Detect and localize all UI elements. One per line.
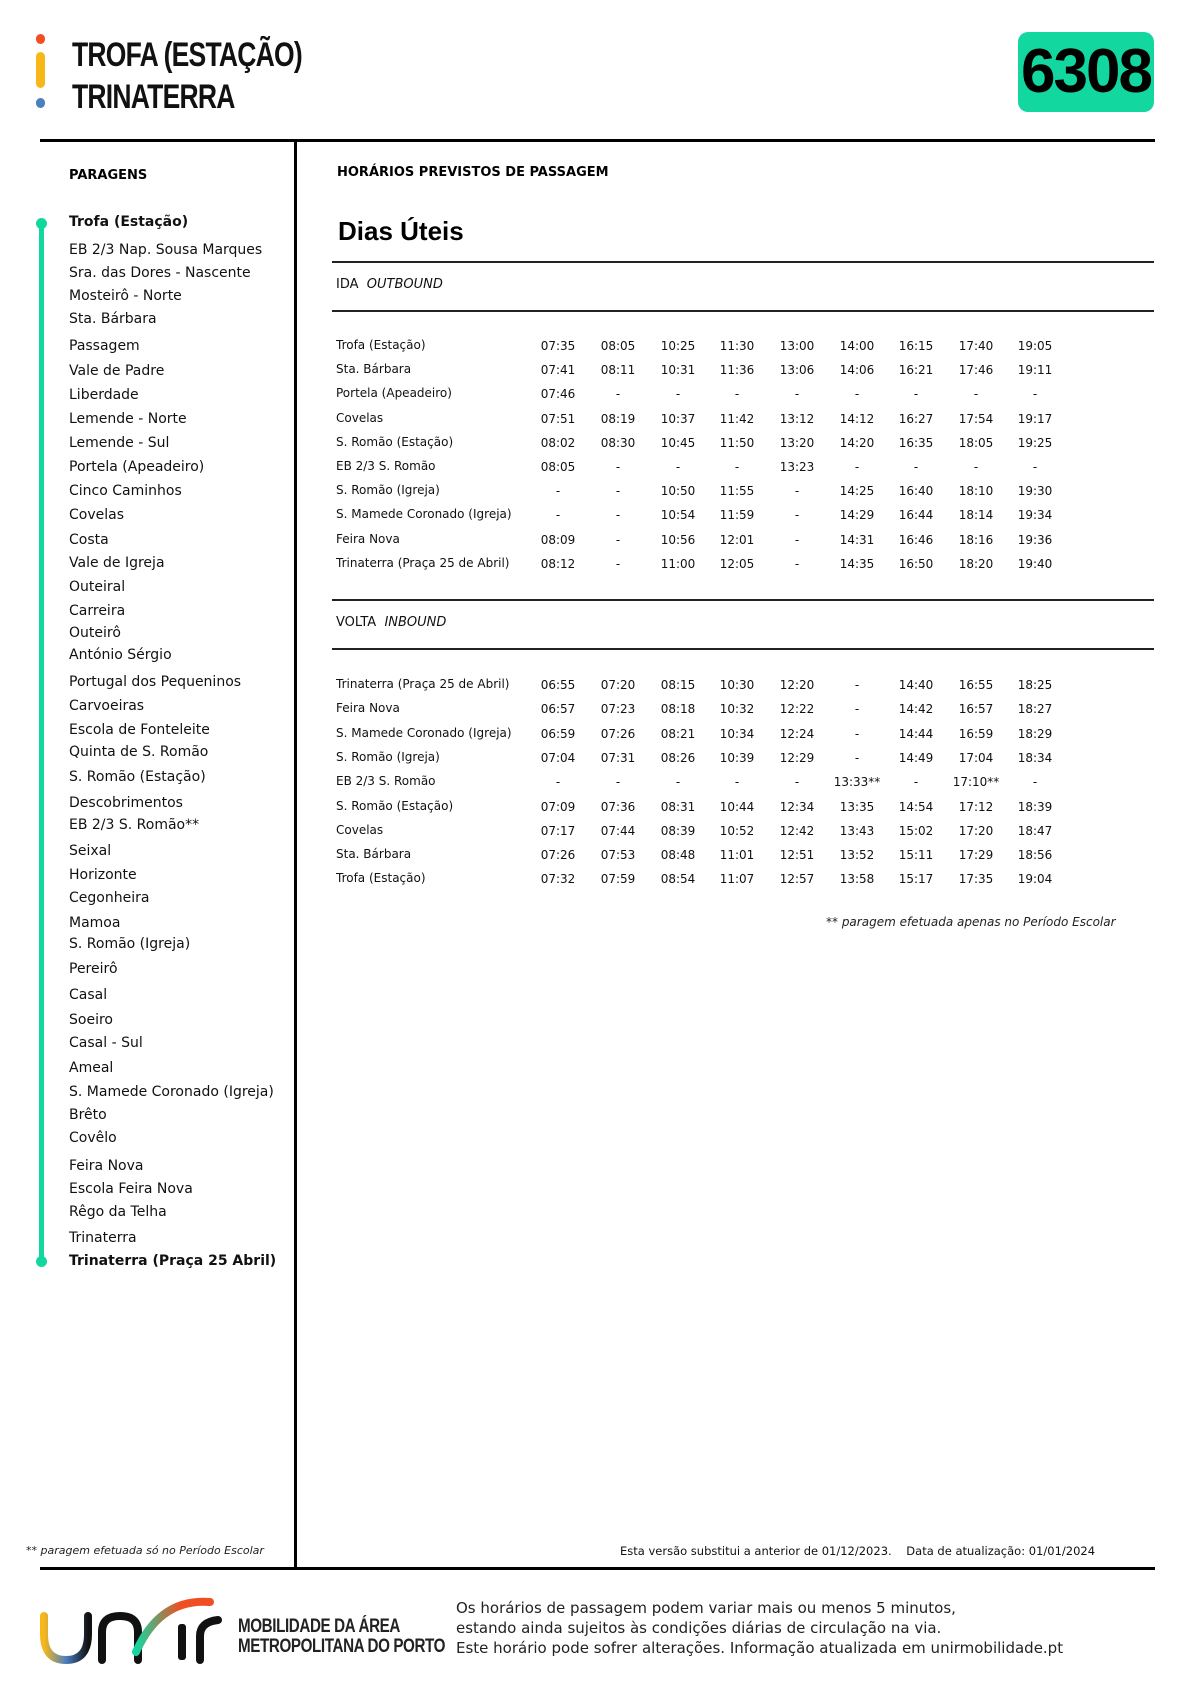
time-cell: 08:02 — [540, 435, 576, 450]
time-cell: 12:20 — [779, 678, 815, 692]
time-cell: 11:36 — [719, 363, 755, 378]
row-stop-name: Portela (Apeadeiro) — [336, 386, 452, 401]
row-stop-name: Trofa (Estação) — [336, 338, 426, 352]
row-stop-name: Trofa (Estação) — [336, 871, 426, 886]
day-type-title: Dias Úteis — [338, 216, 464, 246]
stop-item: Casal — [69, 987, 108, 1003]
stops-heading: PARAGENS — [69, 168, 148, 183]
header-divider — [40, 139, 1155, 142]
time-cell: 13:35 — [839, 799, 875, 814]
route-line — [39, 222, 44, 1262]
row-stop-name: Feira Nova — [336, 531, 400, 546]
route-title — [72, 34, 302, 118]
route-number-badge: 6308 — [1018, 32, 1154, 112]
stop-item: Brêto — [69, 1107, 107, 1123]
time-cell: 14:00 — [839, 339, 875, 353]
red-dot-icon — [36, 34, 45, 44]
time-cell: 14:25 — [839, 484, 875, 499]
time-cell: 17:46 — [958, 363, 994, 378]
time-cell: 18:34 — [1017, 750, 1053, 765]
row-stop-name: EB 2/3 S. Romão — [336, 774, 436, 789]
stop-item: Carvoeiras — [69, 698, 145, 714]
time-cell: 07:26 — [600, 726, 636, 741]
table-row — [336, 481, 1156, 501]
row-stop-name: Covelas — [336, 410, 384, 425]
time-cell: 10:39 — [719, 750, 755, 765]
brand-dots-icon — [36, 34, 46, 110]
time-cell: 10:34 — [719, 726, 755, 741]
time-cell: 18:39 — [1017, 799, 1053, 814]
stop-item: S. Romão (Igreja) — [69, 936, 191, 952]
time-cell: 06:57 — [540, 702, 576, 717]
time-cell: - — [973, 387, 979, 402]
footer-divider — [40, 1567, 1155, 1570]
time-cell: 11:00 — [660, 556, 696, 571]
time-cell: 19:05 — [1017, 339, 1053, 353]
stop-item: Outeiral — [69, 579, 126, 595]
divider — [332, 261, 1154, 263]
time-cell: 14:12 — [839, 411, 875, 426]
stop-item: Soeiro — [69, 1012, 113, 1028]
time-cell: 19:17 — [1017, 411, 1053, 426]
footer-disclaimer — [456, 1598, 1063, 1658]
yellow-bar-icon — [36, 52, 45, 88]
time-cell: 08:05 — [600, 339, 636, 353]
time-cell: 16:21 — [898, 363, 934, 378]
stop-item: Escola Feira Nova — [69, 1181, 193, 1197]
time-cell: 16:27 — [898, 411, 934, 426]
table-row — [336, 530, 1156, 550]
stop-item: Covelas — [69, 507, 125, 523]
row-stop-name: S. Romão (Estação) — [336, 798, 454, 813]
time-cell: 12:51 — [779, 848, 815, 863]
time-cell: 13:43 — [839, 823, 875, 838]
time-cell: 13:52 — [839, 848, 875, 863]
time-cell: 07:41 — [540, 363, 576, 378]
time-cell: - — [1032, 460, 1038, 474]
time-cell: 08:09 — [540, 532, 576, 547]
time-cell: 13:00 — [779, 339, 815, 353]
time-cell: 11:07 — [719, 872, 755, 887]
disclaimer-line-1: Os horários de passagem podem variar mais ou menos 5 minutos, — [456, 1599, 956, 1617]
table-row — [336, 699, 1156, 719]
time-cell: 07:17 — [540, 823, 576, 838]
time-cell: 11:42 — [719, 411, 755, 426]
brand-line-2: METROPOLITANA DO PORTO — [238, 1636, 446, 1657]
row-stop-name: S. Romão (Igreja) — [336, 483, 440, 498]
time-cell: 08:21 — [660, 726, 696, 741]
time-cell: 10:31 — [660, 363, 696, 378]
time-cell: 08:26 — [660, 750, 696, 765]
stop-item: Cinco Caminhos — [69, 483, 182, 499]
time-cell: 16:59 — [958, 726, 994, 741]
stop-item: Horizonte — [69, 867, 137, 883]
time-cell: 10:56 — [660, 532, 696, 547]
stop-item: Sta. Bárbara — [69, 311, 157, 327]
time-cell: - — [913, 775, 919, 790]
row-stop-name: Sta. Bárbara — [336, 362, 412, 377]
table-row — [336, 821, 1156, 841]
table-row — [336, 384, 1156, 404]
row-stop-name: S. Mamede Coronado (Igreja) — [336, 725, 512, 740]
route-end-icon — [36, 1256, 47, 1267]
time-cell: 12:42 — [779, 823, 815, 838]
time-cell: - — [734, 387, 740, 402]
time-cell: 12:01 — [719, 532, 755, 547]
time-cell: 07:36 — [600, 799, 636, 814]
time-cell: 19:11 — [1017, 363, 1053, 378]
stop-item: Mamoa — [69, 915, 121, 931]
time-cell: 17:35 — [958, 872, 994, 887]
time-cell: 11:55 — [719, 484, 755, 499]
inbound-label — [336, 615, 446, 630]
stop-item: Portela (Apeadeiro) — [69, 459, 205, 475]
time-cell: 07:20 — [600, 678, 636, 692]
time-cell: 16:46 — [898, 532, 934, 547]
time-cell: 07:04 — [540, 750, 576, 765]
time-cell: 08:05 — [540, 460, 576, 474]
time-cell: 06:59 — [540, 726, 576, 741]
time-cell: 18:56 — [1017, 848, 1053, 863]
time-cell: 18:10 — [958, 484, 994, 499]
time-cell: - — [794, 556, 800, 571]
time-cell: 18:29 — [1017, 726, 1053, 741]
time-cell: 18:47 — [1017, 823, 1053, 838]
time-cell: 18:14 — [958, 508, 994, 523]
time-cell: 12:57 — [779, 872, 815, 887]
time-cell: 16:57 — [958, 702, 994, 717]
stop-item: Ameal — [69, 1060, 114, 1076]
time-cell: 12:34 — [779, 799, 815, 814]
time-cell: - — [794, 484, 800, 499]
time-cell: 12:29 — [779, 750, 815, 765]
stop-item: EB 2/3 S. Romão** — [69, 817, 200, 833]
time-cell: 07:31 — [600, 750, 636, 765]
blue-dot-icon — [36, 98, 45, 108]
row-stop-name: Covelas — [336, 822, 384, 837]
time-cell: 15:11 — [898, 848, 934, 863]
time-cell: 08:19 — [600, 411, 636, 426]
time-cell: - — [734, 775, 740, 790]
time-cell: 15:02 — [898, 823, 934, 838]
time-cell: - — [1032, 775, 1038, 790]
schedule-footnote: ** paragem efetuada apenas no Período Escolar — [826, 915, 1116, 929]
time-cell: 15:17 — [898, 872, 934, 887]
time-cell: 08:39 — [660, 823, 696, 838]
time-cell: 19:25 — [1017, 435, 1053, 450]
time-cell: 14:20 — [839, 435, 875, 450]
table-row — [336, 457, 1156, 477]
time-cell: 19:36 — [1017, 532, 1053, 547]
time-cell: - — [854, 460, 860, 474]
time-cell: - — [794, 775, 800, 790]
stop-item: Mosteirô - Norte — [69, 288, 182, 304]
time-cell: 14:29 — [839, 508, 875, 523]
stop-item: Vale de Igreja — [69, 555, 165, 571]
divider — [332, 310, 1154, 312]
route-destination: TRINATERRA — [72, 78, 235, 116]
time-cell: 16:40 — [898, 484, 934, 499]
time-cell: 08:12 — [540, 556, 576, 571]
stop-item: Trofa (Estação) — [69, 214, 189, 230]
stop-item: Cegonheira — [69, 890, 150, 906]
time-cell: - — [615, 508, 621, 523]
time-cell: 14:06 — [839, 363, 875, 378]
stop-item: Trinaterra (Praça 25 Abril) — [69, 1253, 277, 1269]
time-cell: - — [555, 508, 561, 523]
time-cell: - — [854, 702, 860, 717]
stop-item: Escola de Fonteleite — [69, 722, 210, 738]
time-cell: 08:11 — [600, 363, 636, 378]
time-cell: 18:20 — [958, 556, 994, 571]
time-cell: - — [794, 532, 800, 547]
stop-item: Casal - Sul — [69, 1035, 143, 1051]
time-cell: 14:31 — [839, 532, 875, 547]
time-cell: 12:22 — [779, 702, 815, 717]
time-cell: - — [615, 775, 621, 790]
time-cell: 10:52 — [719, 823, 755, 838]
route-start-icon — [36, 218, 47, 229]
route-origin: TROFA (ESTAÇÃO) — [72, 36, 302, 74]
stop-item: Quinta de S. Romão — [69, 744, 209, 760]
time-cell: - — [734, 460, 740, 474]
stop-item: S. Mamede Coronado (Igreja) — [69, 1084, 274, 1100]
time-cell: 07:23 — [600, 702, 636, 717]
time-cell: 17:40 — [958, 339, 994, 353]
column-divider — [294, 140, 297, 1568]
update-date: Data de atualização: 01/01/2024 — [906, 1544, 1096, 1558]
time-cell: 16:55 — [958, 678, 994, 692]
time-cell: 12:24 — [779, 726, 815, 741]
time-cell: - — [675, 775, 681, 790]
disclaimer-line-3: Este horário pode sofrer alterações. Informação atualizada em unirmobilidade.pt — [456, 1639, 1064, 1657]
stop-item: Costa — [69, 532, 109, 548]
time-cell: 11:01 — [719, 848, 755, 863]
table-row — [336, 554, 1156, 574]
time-cell: 13:12 — [779, 411, 815, 426]
stop-item: Feira Nova — [69, 1158, 144, 1174]
time-cell: - — [555, 775, 561, 790]
inbound-label-pt: VOLTA — [336, 615, 377, 630]
table-row — [336, 409, 1156, 429]
time-cell: 07:51 — [540, 411, 576, 426]
row-stop-name: Trinaterra (Praça 25 de Abril) — [336, 555, 510, 570]
stop-item: Rêgo da Telha — [69, 1204, 167, 1220]
time-cell: - — [615, 387, 621, 402]
time-cell: 07:26 — [540, 848, 576, 863]
time-cell: 08:48 — [660, 848, 696, 863]
table-row — [336, 336, 1156, 356]
stop-item: EB 2/3 Nap. Sousa Marques — [69, 242, 263, 258]
stop-item: Pereirô — [69, 961, 118, 977]
time-cell: 07:32 — [540, 872, 576, 887]
time-cell: 11:59 — [719, 508, 755, 523]
time-cell: - — [854, 387, 860, 402]
schedule-heading: HORÁRIOS PREVISTOS DE PASSAGEM — [337, 165, 609, 180]
version-note — [620, 1544, 1095, 1558]
stop-item: Carreira — [69, 603, 126, 619]
inbound-label-en: INBOUND — [384, 615, 447, 630]
stop-item: Sra. das Dores - Nascente — [69, 265, 251, 281]
row-stop-name: Trinaterra (Praça 25 de Abril) — [336, 677, 510, 691]
outbound-label-pt: IDA — [336, 277, 359, 292]
time-cell: 19:34 — [1017, 508, 1053, 523]
row-stop-name: S. Romão (Igreja) — [336, 749, 440, 764]
time-cell: 07:59 — [600, 872, 636, 887]
time-cell: 18:27 — [1017, 702, 1053, 717]
stop-item: Outeirô — [69, 625, 121, 641]
time-cell: 10:50 — [660, 484, 696, 499]
time-cell: 17:12 — [958, 799, 994, 814]
outbound-label — [336, 277, 443, 292]
time-cell: - — [1032, 387, 1038, 402]
time-cell: - — [854, 750, 860, 765]
table-row — [336, 505, 1156, 525]
time-cell: 13:23 — [779, 460, 815, 474]
time-cell: 06:55 — [540, 678, 576, 692]
version-replaces: Esta versão substitui a anterior de 01/12/2023. — [620, 1544, 892, 1558]
time-cell: 07:44 — [600, 823, 636, 838]
time-cell: 10:54 — [660, 508, 696, 523]
time-cell: 16:44 — [898, 508, 934, 523]
time-cell: 08:15 — [660, 678, 696, 692]
time-cell: 10:30 — [719, 678, 755, 692]
table-row — [336, 724, 1156, 744]
time-cell: 17:20 — [958, 823, 994, 838]
time-cell: 13:06 — [779, 363, 815, 378]
time-cell: 07:35 — [540, 339, 576, 353]
stop-item: Descobrimentos — [69, 795, 183, 811]
row-stop-name: S. Mamede Coronado (Igreja) — [336, 507, 512, 522]
stop-item: Vale de Padre — [69, 363, 165, 379]
time-cell: 17:29 — [958, 848, 994, 863]
outbound-label-en: OUTBOUND — [366, 277, 443, 292]
time-cell: 11:50 — [719, 435, 755, 450]
row-stop-name: EB 2/3 S. Romão — [336, 459, 436, 473]
table-row — [336, 869, 1156, 889]
time-cell: 19:04 — [1017, 872, 1053, 887]
time-cell: 10:32 — [719, 702, 755, 717]
stop-item: Portugal dos Pequeninos — [69, 674, 242, 690]
time-cell: - — [675, 387, 681, 402]
table-row — [336, 433, 1156, 453]
stop-item: Covêlo — [69, 1130, 117, 1146]
time-cell: 14:42 — [898, 702, 934, 717]
stop-item: Lemende - Norte — [69, 411, 187, 427]
table-row — [336, 772, 1156, 792]
time-cell: 19:40 — [1017, 556, 1053, 571]
time-cell: 16:50 — [898, 556, 934, 571]
row-stop-name: S. Romão (Estação) — [336, 434, 454, 449]
footer-brand — [238, 1617, 445, 1657]
time-cell: - — [913, 387, 919, 402]
row-stop-name: Sta. Bárbara — [336, 847, 412, 862]
time-cell: 07:53 — [600, 848, 636, 863]
table-row — [336, 360, 1156, 380]
time-cell: 07:46 — [540, 387, 576, 402]
time-cell: 17:54 — [958, 411, 994, 426]
time-cell: 08:18 — [660, 702, 696, 717]
stop-item: S. Romão (Estação) — [69, 769, 206, 785]
disclaimer-line-2: estando ainda sujeitos às condições diárias de circulação na via. — [456, 1619, 942, 1637]
table-row — [336, 675, 1156, 695]
time-cell: 13:20 — [779, 435, 815, 450]
time-cell: 11:30 — [719, 339, 755, 353]
time-cell: 14:49 — [898, 750, 934, 765]
stops-footnote: ** paragem efetuada só no Período Escolar — [26, 1544, 264, 1557]
time-cell: 16:15 — [898, 339, 934, 353]
time-cell: - — [913, 460, 919, 474]
brand-line-1: MOBILIDADE DA ÁREA — [238, 1616, 400, 1637]
time-cell: - — [615, 460, 621, 474]
time-cell: 14:35 — [839, 556, 875, 571]
time-cell: 13:58 — [839, 872, 875, 887]
time-cell: 17:10** — [952, 775, 1000, 790]
time-cell: - — [675, 460, 681, 474]
time-cell: - — [615, 556, 621, 571]
time-cell: - — [615, 532, 621, 547]
time-cell: 14:40 — [898, 678, 934, 692]
time-cell: 17:04 — [958, 750, 994, 765]
time-cell: 08:54 — [660, 872, 696, 887]
time-cell: 18:25 — [1017, 678, 1053, 692]
time-cell: - — [555, 484, 561, 499]
stop-item: Lemende - Sul — [69, 435, 170, 451]
time-cell: 10:45 — [660, 435, 696, 450]
time-cell: 07:09 — [540, 799, 576, 814]
divider — [332, 648, 1154, 650]
time-cell: 12:05 — [719, 556, 755, 571]
stop-item: Seixal — [69, 843, 112, 859]
time-cell: - — [973, 460, 979, 474]
time-cell: 10:25 — [660, 339, 696, 353]
stop-item: Trinaterra — [69, 1230, 137, 1246]
time-cell: 18:16 — [958, 532, 994, 547]
stop-item: António Sérgio — [69, 647, 172, 663]
stop-item: Passagem — [69, 338, 140, 354]
table-row — [336, 845, 1156, 865]
table-row — [336, 748, 1156, 768]
time-cell: 14:44 — [898, 726, 934, 741]
time-cell: - — [854, 726, 860, 741]
time-cell: 18:05 — [958, 435, 994, 450]
row-stop-name: Feira Nova — [336, 701, 400, 716]
time-cell: 14:54 — [898, 799, 934, 814]
time-cell: 13:33** — [833, 775, 881, 790]
divider — [332, 599, 1154, 601]
time-cell: 16:35 — [898, 435, 934, 450]
time-cell: 10:44 — [719, 799, 755, 814]
time-cell: 08:30 — [600, 435, 636, 450]
time-cell: - — [794, 508, 800, 523]
stop-item: Liberdade — [69, 387, 139, 403]
time-cell: - — [794, 387, 800, 402]
table-row — [336, 797, 1156, 817]
time-cell: 19:30 — [1017, 484, 1053, 499]
time-cell: - — [615, 484, 621, 499]
time-cell: 10:37 — [660, 411, 696, 426]
time-cell: 08:31 — [660, 799, 696, 814]
time-cell: - — [854, 678, 860, 692]
